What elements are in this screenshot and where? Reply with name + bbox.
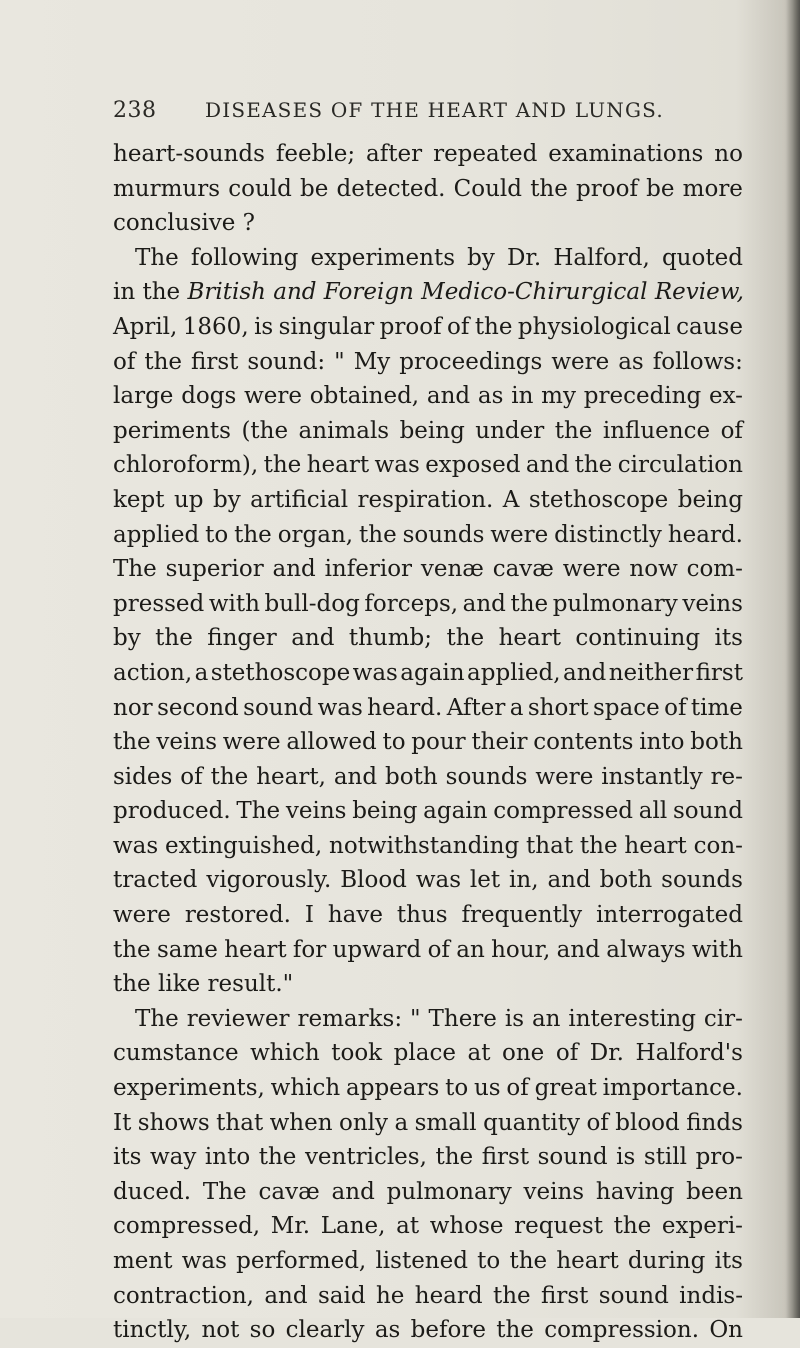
text-line: its way into the ventricles, the first sound is still pro-: [113, 1144, 743, 1171]
text-line: kept up by artificial respiration. A stethoscope being: [113, 486, 743, 513]
text-line: contraction, and said he heard the first sound indis-: [113, 1282, 743, 1309]
text-line: nor second sound was heard. After a short space of time: [113, 694, 743, 721]
page-number: 238: [113, 98, 157, 123]
text-line: sides of the heart, and both sounds were instantly re-: [113, 763, 743, 790]
text-line: April, 1860, is singular proof of the physiological cause: [113, 313, 743, 340]
text-line: heart-sounds feeble; after repeated examinations no: [113, 141, 743, 167]
text-line: produced. The veins being again compressed all sound: [113, 798, 743, 825]
text-line: conclusive ?: [113, 210, 255, 237]
body-text: [113, 137, 743, 1348]
text-line: tracted vigorously. Blood was let in, and both sounds: [113, 867, 743, 894]
page-edge-shadow: [786, 0, 800, 1318]
text-line: The superior and inferior venæ cavæ were now com-: [113, 556, 743, 583]
running-head: [113, 98, 673, 134]
text-line: tinctly, not so clearly as before the compression. On: [113, 1317, 743, 1344]
text-line: cumstance which took place at one of Dr. Halford's: [113, 1040, 743, 1067]
text-run: in the: [113, 279, 188, 306]
text-line: was extinguished, notwithstanding that the heart con-: [113, 832, 743, 859]
text-line: It shows that when only a small quantity of blood finds: [113, 1109, 743, 1136]
text-line: ment was performed, listened to the heart during its: [113, 1248, 743, 1274]
text-line: pressed with bull-dog forceps, and the pulmonary veins: [113, 590, 743, 617]
text-line: were restored. I have thus frequently interrogated: [113, 902, 743, 929]
running-title: DISEASES OF THE HEART AND LUNGS.: [205, 98, 664, 122]
text-line: The following experiments by Dr. Halford, quoted: [135, 244, 743, 271]
journal-title: British and Foreign Medico-Chirurgical Review,: [187, 279, 744, 306]
text-line: duced. The cavæ and pulmonary veins having been: [113, 1178, 743, 1205]
text-line: by the finger and thumb; the heart continuing its: [113, 625, 743, 652]
text-line: action, a stethoscope was again applied, and neither first: [113, 659, 743, 686]
text-line: the like result.": [113, 971, 294, 998]
text-line: compressed, Mr. Lane, at whose request the experi-: [113, 1213, 743, 1240]
text-line: periments (the animals being under the influence of: [113, 417, 743, 444]
text-line: the veins were allowed to pour their contents into both: [113, 729, 743, 756]
text-line: [113, 275, 743, 310]
text-line: chloroform), the heart was exposed and the circulation: [113, 452, 743, 479]
text-line: applied to the organ, the sounds were distinctly heard.: [113, 521, 743, 548]
text-line: the same heart for upward of an hour, and always with: [113, 936, 743, 963]
text-line: large dogs were obtained, and as in my preceding ex-: [113, 383, 743, 410]
text-line: experiments, which appears to us of great importance.: [113, 1075, 743, 1102]
text-line: murmurs could be detected. Could the proof be more: [113, 175, 743, 202]
text-line: of the first sound: " My proceedings were as follows:: [113, 348, 743, 375]
text-line: The reviewer remarks: " There is an interesting cir-: [135, 1005, 743, 1032]
